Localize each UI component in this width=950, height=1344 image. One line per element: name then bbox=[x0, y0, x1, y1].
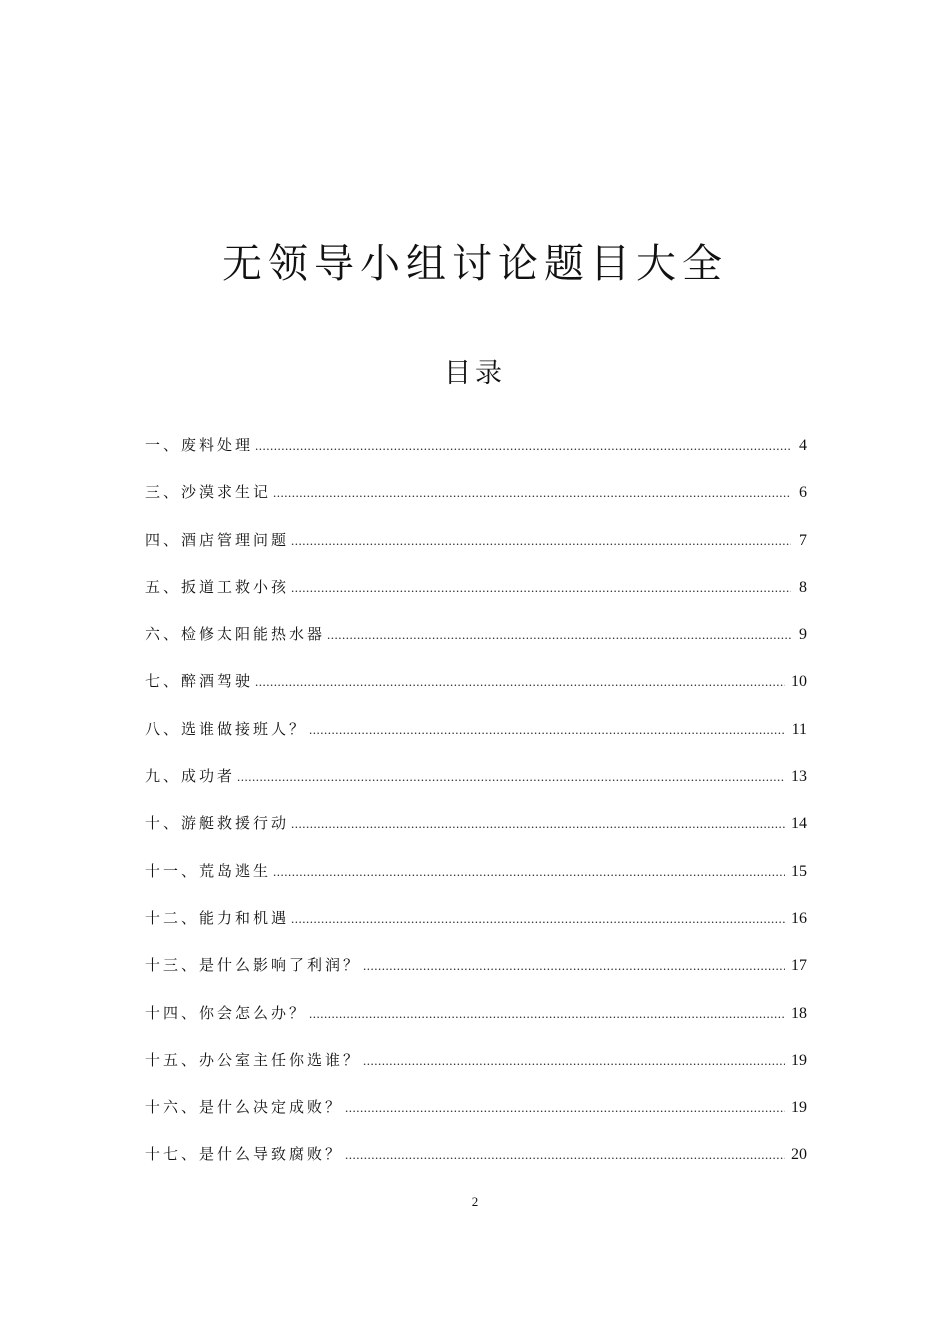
page-number: 2 bbox=[471, 1194, 479, 1209]
toc-entry-page: 9 bbox=[799, 626, 807, 644]
toc-entry-label: 十四、你会怎么办？ bbox=[145, 1003, 308, 1022]
table-of-contents bbox=[145, 424, 807, 1181]
toc-dot-leader bbox=[291, 520, 791, 562]
toc-entry-page: 4 bbox=[799, 437, 807, 454]
toc-dot-leader bbox=[363, 1040, 785, 1082]
toc-entry-label: 八、选谁做接班人？ bbox=[145, 719, 308, 738]
toc-entry-label: 四、酒店管理问题 bbox=[145, 530, 290, 549]
toc-dot-leader bbox=[309, 709, 786, 751]
toc-entry-12[interactable] bbox=[145, 944, 807, 991]
toc-dot-leader bbox=[291, 803, 785, 845]
toc-heading: 目录 bbox=[444, 358, 506, 389]
toc-entry-11[interactable] bbox=[145, 897, 807, 944]
toc-entry-label: 五、扳道工救小孩 bbox=[145, 577, 290, 596]
toc-entry-page: 14 bbox=[791, 815, 807, 833]
toc-dot-leader bbox=[291, 898, 785, 940]
toc-dot-leader bbox=[255, 425, 791, 467]
toc-entry-label: 七、醉酒驾驶 bbox=[145, 672, 254, 691]
toc-entry-page: 19 bbox=[791, 1051, 807, 1069]
toc-entry-page: 15 bbox=[791, 862, 807, 880]
toc-dot-leader bbox=[273, 851, 785, 893]
toc-entry-page: 10 bbox=[791, 673, 807, 691]
toc-entry-page: 13 bbox=[791, 768, 807, 786]
toc-entry-label: 六、检修太阳能热水器 bbox=[145, 625, 326, 644]
toc-entry-7[interactable] bbox=[145, 708, 807, 755]
toc-entry-label: 十七、是什么导致腐败？ bbox=[145, 1145, 344, 1164]
toc-entry-label: 三、沙漠求生记 bbox=[145, 483, 272, 502]
toc-entry-16[interactable] bbox=[145, 1133, 807, 1180]
toc-entry-label: 十六、是什么决定成败？ bbox=[145, 1098, 344, 1117]
toc-dot-leader bbox=[363, 945, 785, 987]
toc-entry-label: 十二、能力和机遇 bbox=[145, 908, 290, 927]
toc-entry-label: 一、废料处理 bbox=[145, 436, 254, 454]
toc-dot-leader bbox=[255, 661, 785, 703]
toc-entry-label: 十、游艇救援行动 bbox=[145, 814, 290, 833]
toc-dot-leader bbox=[237, 756, 785, 798]
document-title: 无领导小组讨论题目大全 bbox=[222, 241, 728, 287]
toc-entry-label: 十一、荒岛逃生 bbox=[145, 861, 272, 880]
toc-entry-9[interactable] bbox=[145, 802, 807, 849]
toc-entry-page: 6 bbox=[799, 484, 807, 502]
toc-dot-leader bbox=[273, 472, 791, 514]
toc-entry-page: 7 bbox=[799, 531, 807, 549]
toc-entry-2[interactable] bbox=[145, 471, 807, 518]
toc-entry-page: 20 bbox=[791, 1146, 807, 1164]
toc-entry-8[interactable] bbox=[145, 755, 807, 802]
toc-entry-page: 16 bbox=[791, 909, 807, 927]
toc-entry-label: 十五、办公室主任你选谁？ bbox=[145, 1050, 362, 1069]
toc-entry-4[interactable] bbox=[145, 566, 807, 613]
toc-entry-3[interactable] bbox=[145, 519, 807, 566]
toc-dot-leader bbox=[345, 1134, 785, 1176]
toc-entry-page: 17 bbox=[791, 957, 807, 975]
toc-entry-page: 19 bbox=[791, 1099, 807, 1117]
toc-dot-leader bbox=[291, 567, 791, 609]
toc-dot-leader bbox=[327, 614, 791, 656]
toc-entry-10[interactable] bbox=[145, 850, 807, 897]
toc-entry-5[interactable] bbox=[145, 613, 807, 660]
toc-entry-page: 8 bbox=[799, 578, 807, 596]
toc-entry-page: 18 bbox=[791, 1004, 807, 1022]
toc-dot-leader bbox=[345, 1087, 785, 1129]
toc-entry-6[interactable] bbox=[145, 660, 807, 707]
toc-entry-15[interactable] bbox=[145, 1086, 807, 1133]
toc-entry-label: 十三、是什么影响了利润？ bbox=[145, 956, 362, 975]
toc-entry-14[interactable] bbox=[145, 1039, 807, 1086]
toc-dot-leader bbox=[309, 993, 785, 1035]
toc-entry-13[interactable] bbox=[145, 992, 807, 1039]
toc-entry-label: 九、成功者 bbox=[145, 767, 236, 786]
toc-entry-1[interactable] bbox=[145, 424, 807, 471]
toc-entry-page: 11 bbox=[791, 720, 807, 738]
